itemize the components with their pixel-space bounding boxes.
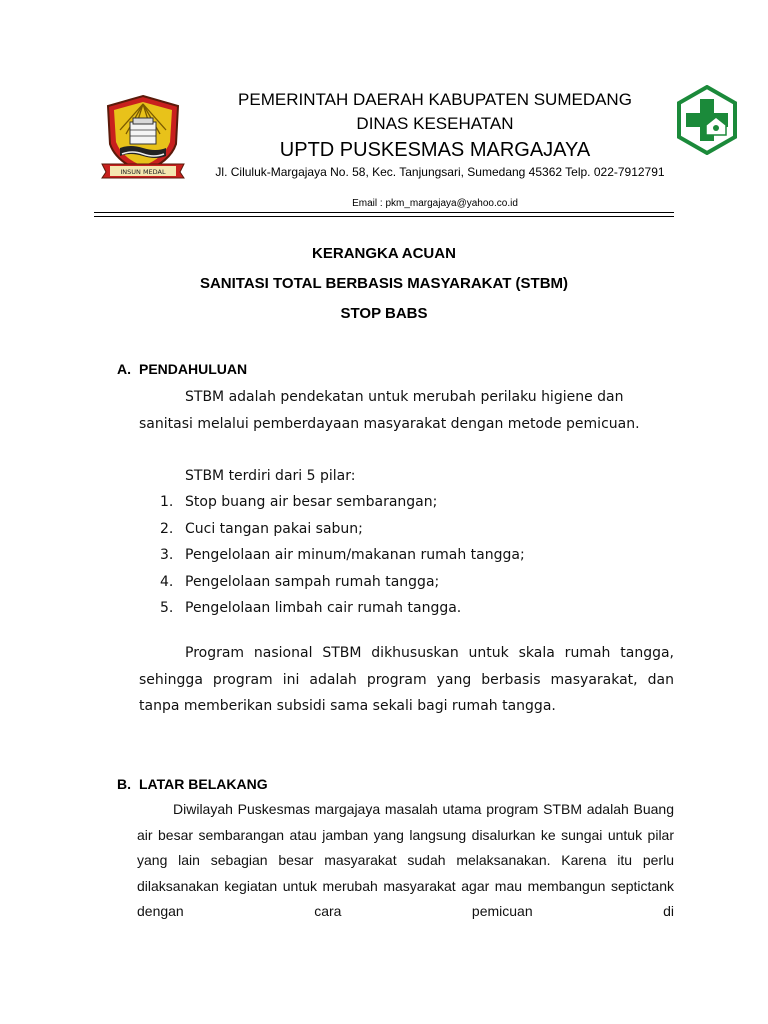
- list-item: 4. Pengelolaan sampah rumah tangga;: [160, 573, 440, 590]
- section-a-letter: A.: [117, 361, 131, 377]
- list-item: 2. Cuci tangan pakai sabun;: [160, 520, 363, 537]
- letterhead-unit: UPTD PUSKESMAS MARGAJAYA: [279, 139, 591, 161]
- sumedang-emblem-logo: [100, 92, 186, 180]
- document-title-line1: KERANGKA ACUAN: [312, 245, 456, 262]
- section-b-heading: [117, 776, 268, 792]
- letterhead-divider-thick: [94, 212, 674, 213]
- logo-banner-text: INSUN MEDAL: [120, 168, 166, 176]
- section-a-heading: [117, 361, 247, 377]
- document-title-line2: SANITASI TOTAL BERBASIS MASYARAKAT (STBM): [199, 275, 569, 292]
- list-item: 1. Stop buang air besar sembarangan;: [160, 494, 438, 510]
- section-b-paragraph-1: Diwilayah Puskesmas margajaya masalah utama program STBM adalah Buang air besar sembarangan atau jamban yang langsung disalurkan ke sungai untuk pilar yang lain sebagian besar masyarakat sudah melaksanakan. Karena itu perlu dilaksanakan kegiatan untuk merubah masyarakat agar mau membangun septictank dengan cara pemicuan di: [137, 801, 674, 919]
- section-a-title: PENDAHULUAN: [139, 361, 248, 377]
- letterhead-divider-thin: [94, 216, 674, 217]
- document-title-line3: STOP BABS: [340, 305, 428, 322]
- letterhead-department: DINAS KESEHATAN: [356, 114, 514, 133]
- letterhead-address: Jl. Ciluluk-Margajaya No. 58, Kec. Tanjungsari, Sumedang 45362 Telp. 022-7912791: [215, 165, 665, 179]
- section-b-letter: B.: [117, 776, 131, 792]
- list-item: 3. Pengelolaan air minum/makanan rumah tangga;: [160, 547, 525, 563]
- pilar-list: [160, 489, 525, 622]
- letterhead-government: PEMERINTAH DAERAH KABUPATEN SUMEDANG: [238, 90, 632, 109]
- puskesmas-logo: [676, 85, 738, 155]
- section-a-paragraph-1: STBM adalah pendekatan untuk merubah perilaku higiene dan sanitasi melalui pemberdayaan masyarakat dengan metode pemicuan.: [139, 389, 640, 432]
- section-a-paragraph-2: Program nasional STBM dikhususkan untuk skala rumah tangga, sehingga program ini adalah program yang berbasis masyarakat, dan tanpa memberikan subsidi sama sekali bagi rumah tangga.: [139, 645, 674, 714]
- letterhead-email: Email : pkm_margajaya@yahoo.co.id: [352, 198, 518, 209]
- list-item: 5. Pengelolaan limbah cair rumah tangga.: [160, 600, 462, 616]
- section-b-title: LATAR BELAKANG: [139, 776, 268, 792]
- pilar-intro: STBM terdiri dari 5 pilar:: [185, 468, 356, 484]
